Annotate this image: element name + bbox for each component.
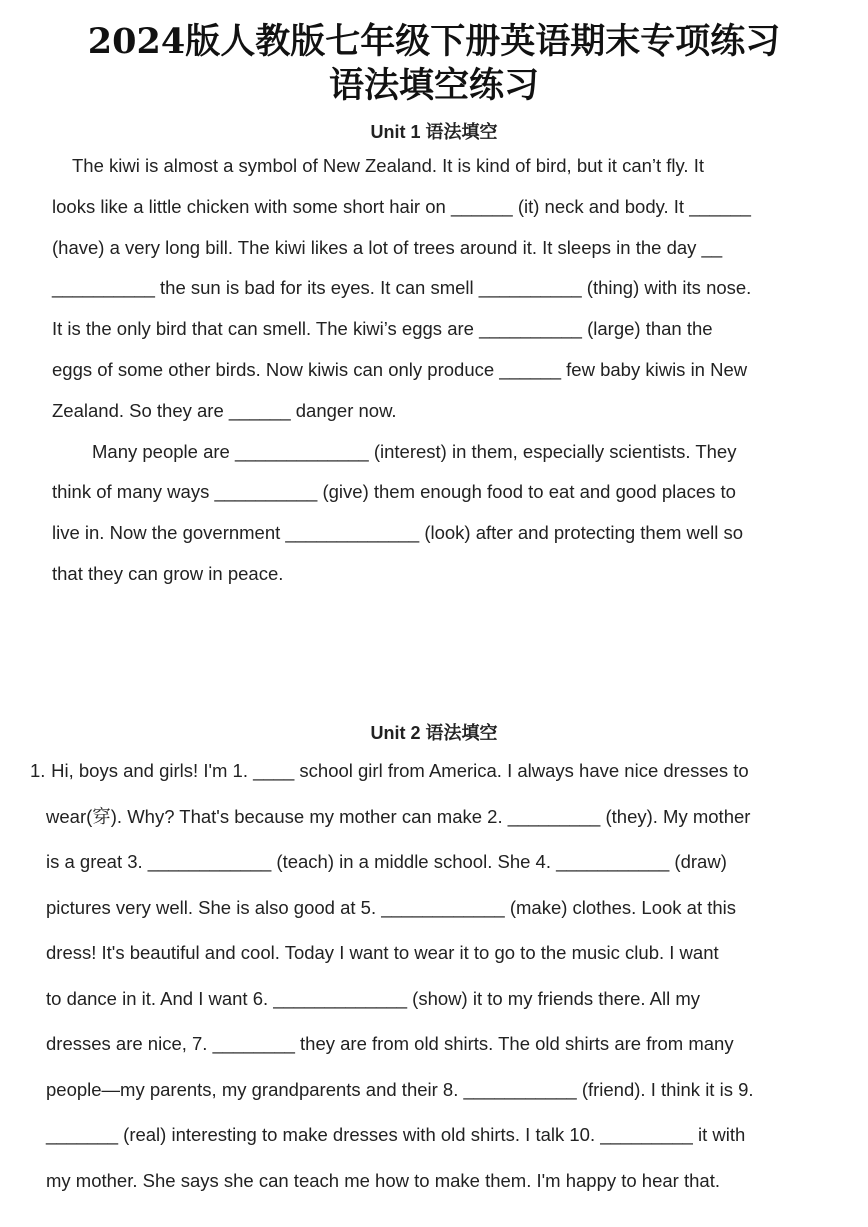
unit1-line: It is the only bird that can smell. The kiwi’s eggs are __________ (large) than the [52,318,713,340]
unit2-line: people—my parents, my grandparents and their 8. ___________ (friend). I think it is 9. [46,1078,754,1100]
unit1-line: looks like a little chicken with some short hair on ______ (it) neck and body. It ______ [52,195,751,217]
unit2-line-text: Hi, boys and girls! I'm 1. ____ school girl from America. I always have nice dresses to [51,760,749,781]
unit1-line: The kiwi is almost a symbol of New Zealand. It is kind of bird, but it can’t fly. It [72,155,704,176]
unit1-line: Many people are _____________ (interest) in them, especially scientists. They [92,440,737,462]
unit2-line: to dance in it. And I want 6. _____________ (show) it to my friends there. All my [46,987,701,1009]
unit2-line: dresses are nice, 7. ________ they are from old shirts. The old shirts are from many [46,1033,734,1054]
unit1-line: eggs of some other birds. Now kiwis can only produce ______ few baby kiwis in New [52,358,748,380]
unit2-passage [30,748,822,1203]
unit2-heading: Unit 2 语法填空 [370,723,498,743]
unit2-line: my mother. She says she can teach me how to make them. I'm happy to hear that. [46,1169,720,1191]
unit2-line: pictures very well. She is also good at 5. ____________ (make) clothes. Look at this [46,896,737,918]
unit1-line: live in. Now the government _____________ (look) after and protecting them well so [52,522,744,544]
unit2-line: dress! It's beautiful and cool. Today I want to wear it to go to the music club. I want [46,942,719,963]
unit1-line: Zealand. So they are ______ danger now. [52,399,397,421]
unit2-line: _______ (real) interesting to make dresses with old shirts. I talk 10. _________ it with [46,1124,746,1145]
unit1-line: (have) a very long bill. The kiwi likes a lot of trees around it. It sleeps in the day __ [52,236,723,258]
unit1-line: think of many ways __________ (give) them enough food to eat and good places to [52,481,736,503]
unit2-line: wear(穿). Why? That's because my mother can make 2. _________ (they). My mother [46,805,751,827]
page-subtitle: 语法填空练习 [328,65,539,106]
unit2-line [30,748,822,794]
unit2-line: is a great 3. ____________ (teach) in a middle school. She 4. ___________ (draw) [46,851,727,872]
unit1-line: that they can grow in peace. [52,562,284,584]
page-title: 2024版人教版七年级下册英语期末专项练习 [87,21,781,62]
unit1-line: __________ the sun is bad for its eyes. It can smell __________ (thing) with its nose. [52,277,752,299]
unit1-passage [52,146,822,595]
unit1-heading: Unit 1 语法填空 [370,122,498,142]
question-number: 1. [30,760,46,781]
